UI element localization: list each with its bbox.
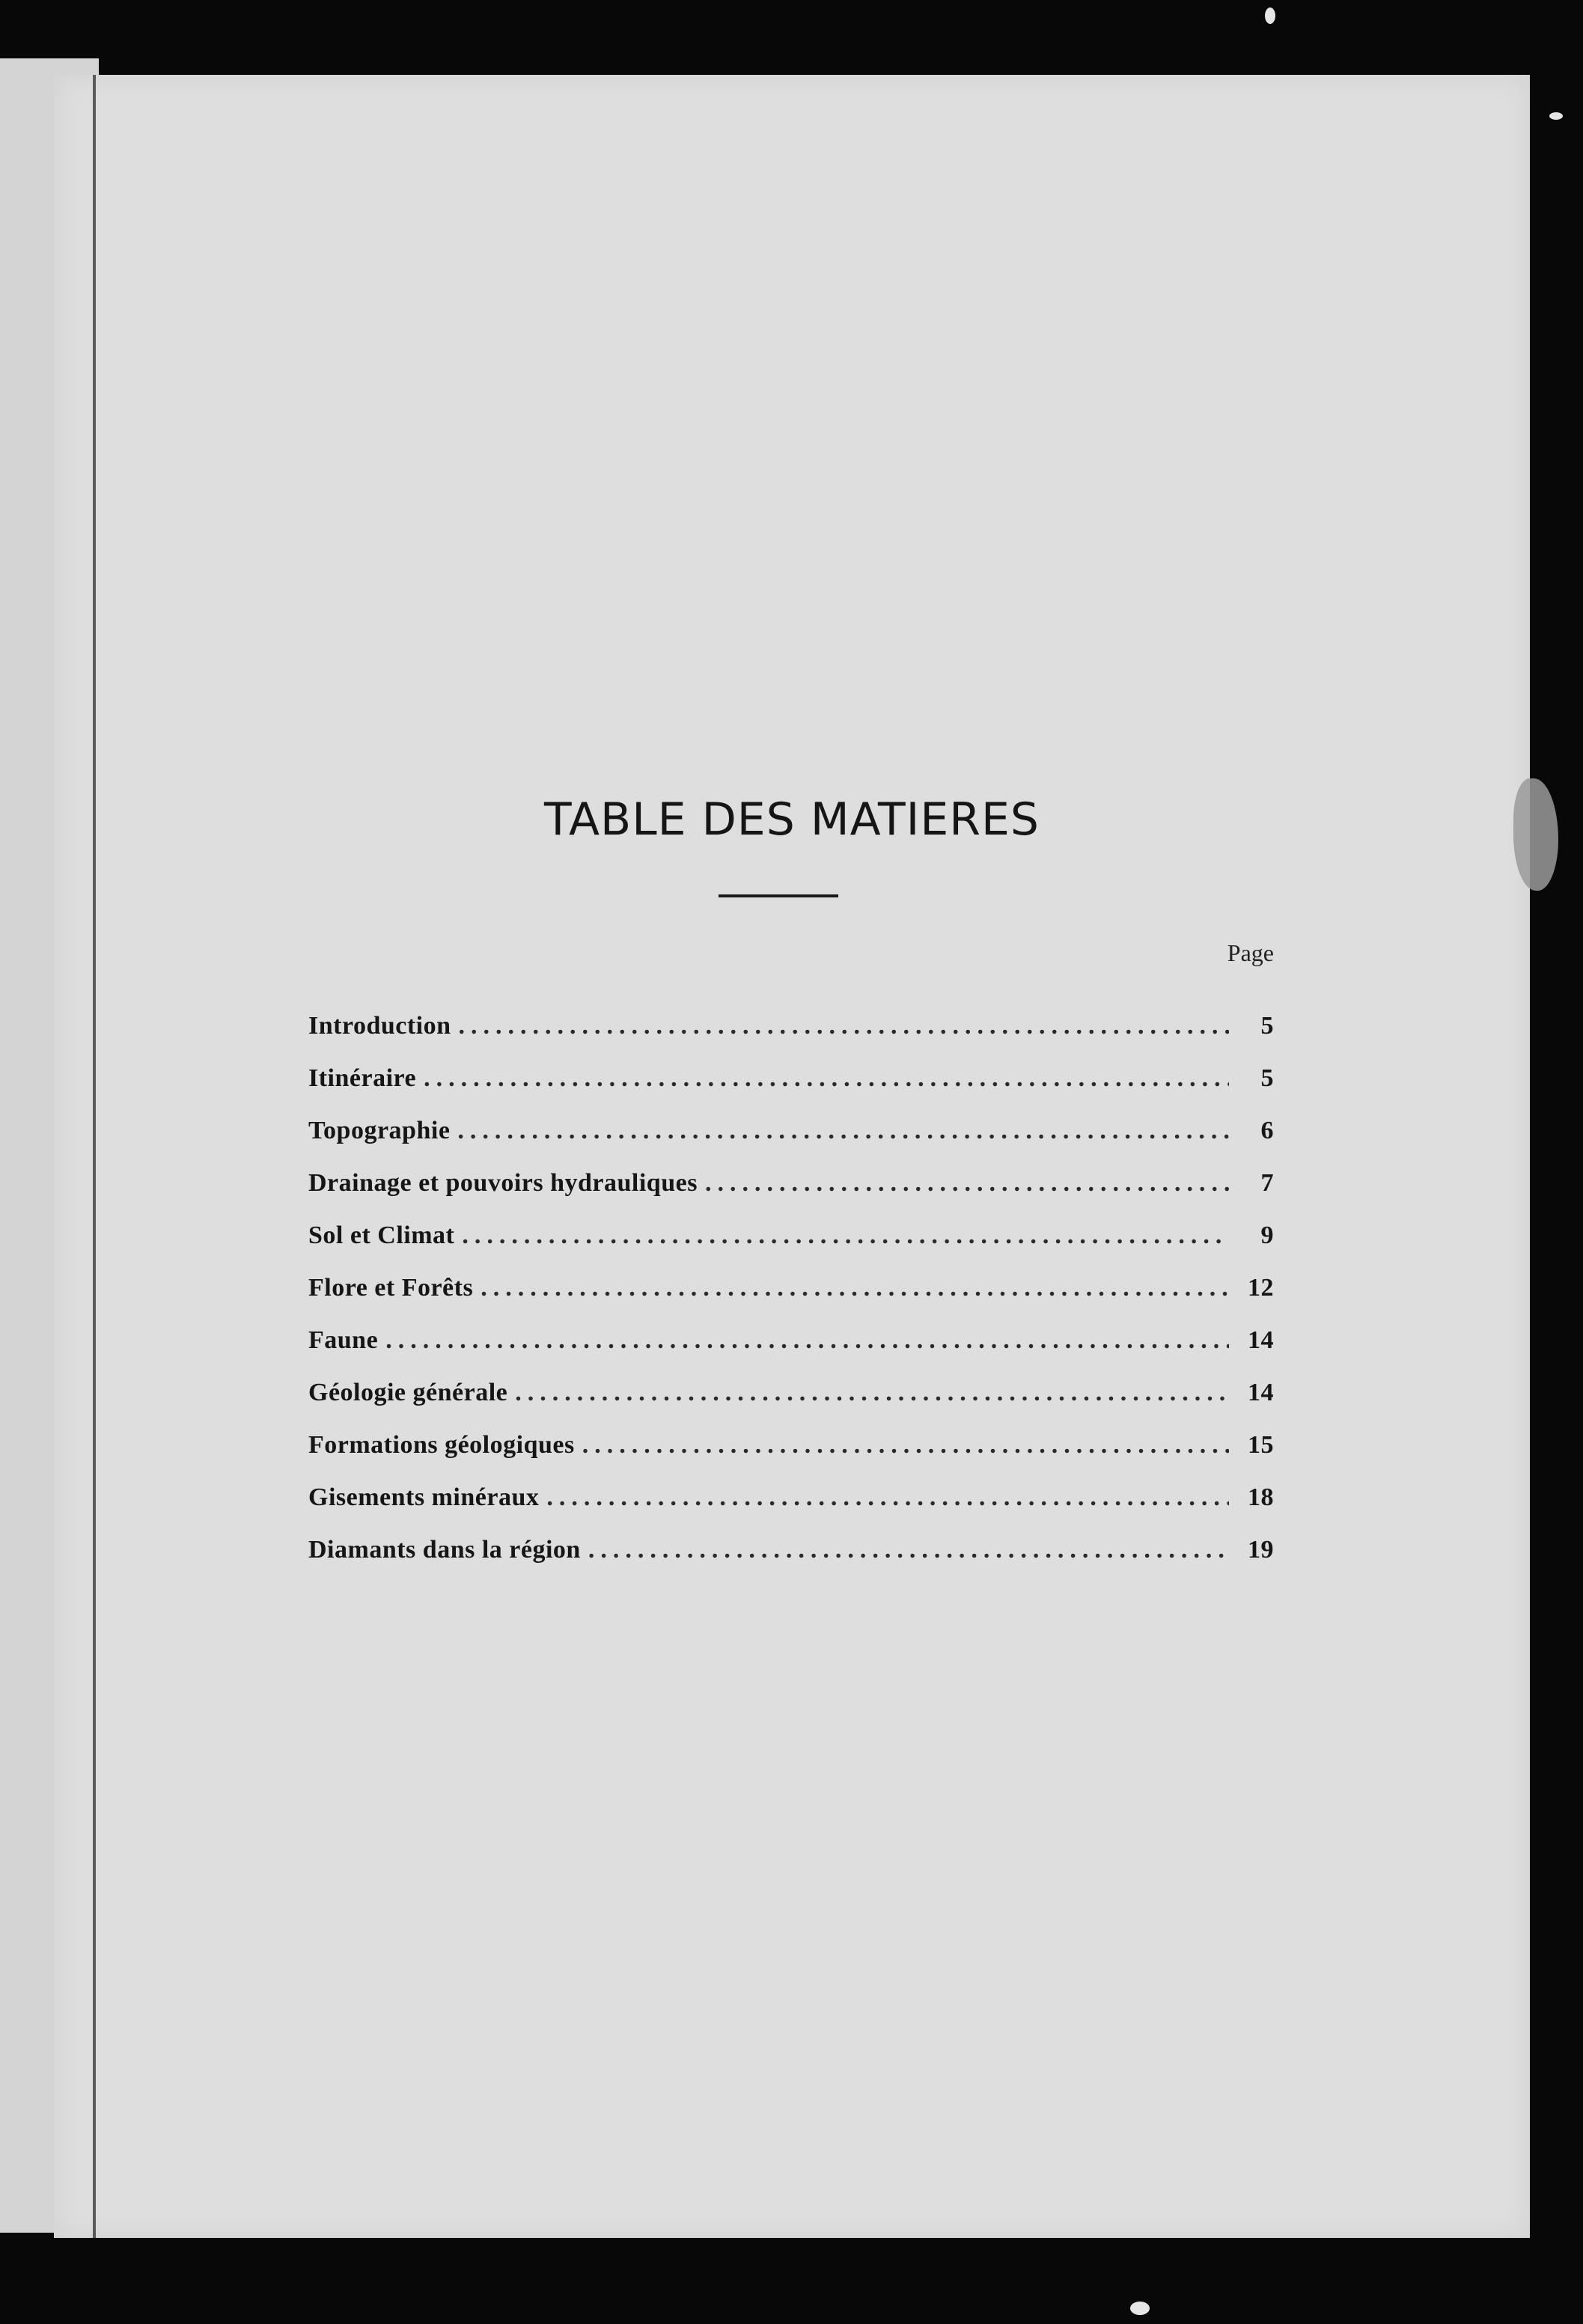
toc-entry — [308, 1407, 1274, 1460]
toc-entry-page: 14 — [1248, 1379, 1274, 1406]
dust-speck — [1130, 2302, 1150, 2315]
dot-leader — [705, 1169, 1229, 1198]
toc-entry-page: 9 — [1260, 1222, 1274, 1249]
table-of-contents — [308, 988, 1274, 1564]
toc-entry — [308, 1250, 1274, 1302]
dot-leader — [515, 1379, 1229, 1407]
toc-entry-label: Drainage et pouvoirs hydrauliques — [308, 1169, 698, 1197]
dot-leader — [385, 1326, 1229, 1355]
page-title: TABLE DES MATIERES — [544, 793, 1040, 846]
toc-entry-label: Gisements minéraux — [308, 1483, 540, 1511]
document-page — [54, 75, 1530, 2238]
toc-entry — [308, 988, 1274, 1040]
toc-entry-label: Sol et Climat — [308, 1222, 455, 1249]
toc-entry — [308, 1302, 1274, 1355]
toc-entry-label: Formations géologiques — [308, 1431, 575, 1459]
dot-leader — [462, 1222, 1229, 1250]
toc-entry-label: Flore et Forêts — [308, 1274, 474, 1302]
toc-entry — [308, 1040, 1274, 1093]
dot-leader — [588, 1536, 1229, 1564]
toc-entry-page: 14 — [1248, 1326, 1274, 1354]
toc-entry — [308, 1145, 1274, 1198]
toc-entry — [308, 1460, 1274, 1512]
dot-leader — [582, 1431, 1229, 1460]
toc-entry-label: Faune — [308, 1326, 379, 1354]
paper-damage-mark — [1513, 778, 1558, 891]
dot-leader — [457, 1117, 1229, 1145]
toc-entry-label: Itinéraire — [308, 1064, 417, 1092]
page-left-border — [93, 75, 96, 2238]
toc-entry-label: Topographie — [308, 1117, 451, 1144]
toc-entry-page: 12 — [1248, 1274, 1274, 1302]
dot-leader — [546, 1483, 1229, 1512]
toc-entry-label: Introduction — [308, 1012, 451, 1040]
toc-entry — [308, 1093, 1274, 1145]
toc-entry-page: 15 — [1248, 1431, 1274, 1459]
toc-entry — [308, 1512, 1274, 1564]
dot-leader — [459, 1012, 1229, 1040]
toc-entry-page: 6 — [1260, 1117, 1274, 1144]
toc-entry — [308, 1355, 1274, 1407]
title-underline — [719, 894, 838, 897]
toc-entry — [308, 1198, 1274, 1250]
dot-leader — [481, 1274, 1229, 1302]
dot-leader — [424, 1064, 1229, 1093]
toc-entry-page: 7 — [1260, 1169, 1274, 1197]
page-column-header: Page — [1227, 939, 1274, 966]
toc-entry-label: Diamants dans la région — [308, 1536, 581, 1564]
toc-entry-page: 18 — [1248, 1483, 1274, 1511]
toc-entry-page: 5 — [1260, 1012, 1274, 1040]
toc-entry-label: Géologie générale — [308, 1379, 508, 1406]
dust-speck — [1549, 112, 1563, 120]
toc-entry-page: 5 — [1260, 1064, 1274, 1092]
toc-entry-page: 19 — [1248, 1536, 1274, 1564]
dust-speck — [1265, 7, 1275, 24]
